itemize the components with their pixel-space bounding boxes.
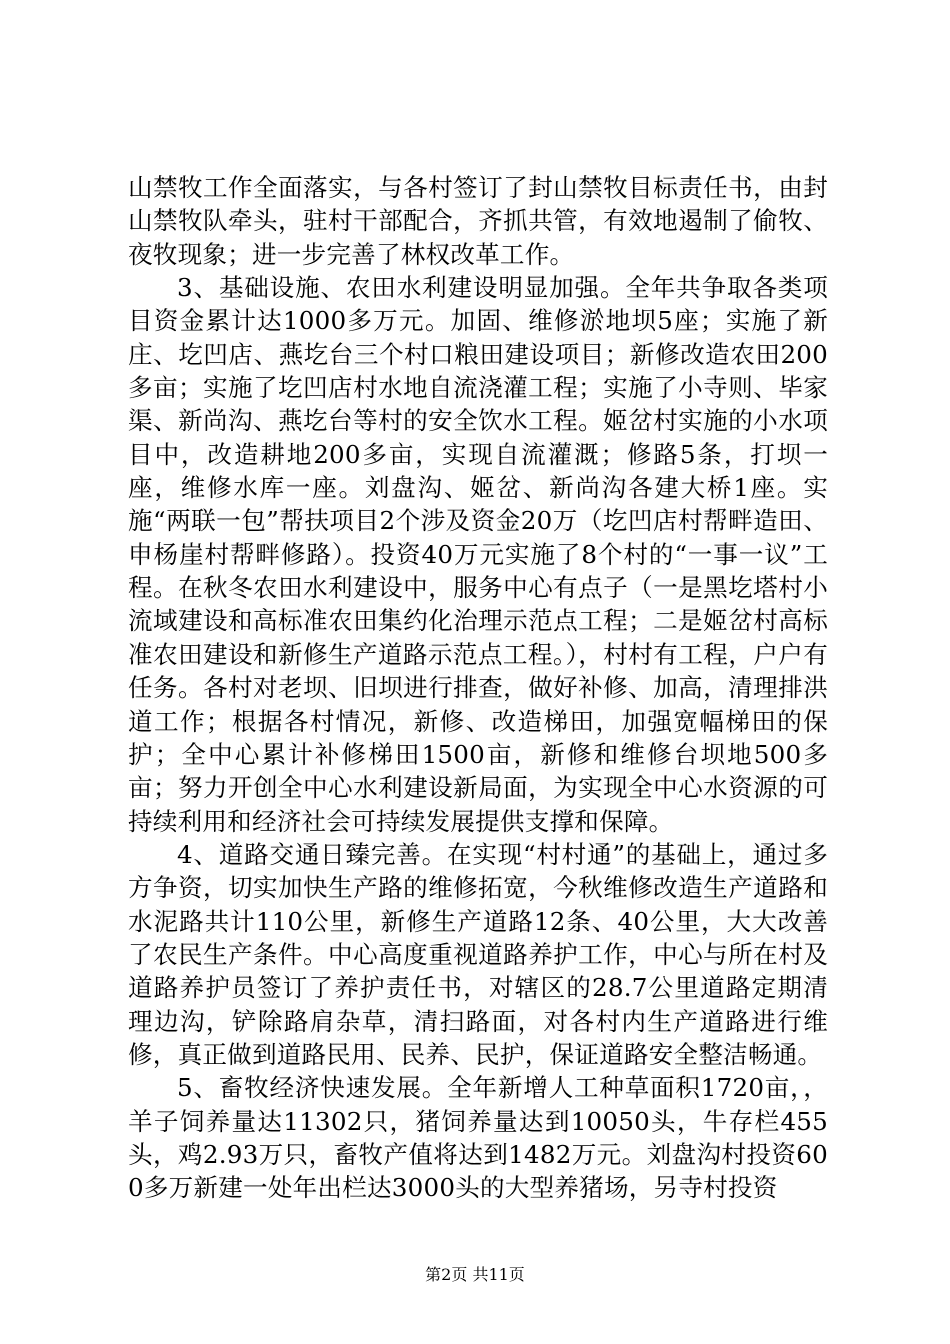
page-number-label: 第2页 共11页: [425, 1265, 525, 1284]
paragraph-livestock-economy: 5、畜牧经济快速发展。全年新增人工种草面积1720亩，，羊子饲养量达11302只，猪饲养量达到10050头，牛存栏455头，鸡2.93万只，畜牧产值将达到1482万元。刘盘沟村投资600多万新建一处年出栏达3000头的大型养猪场，另寺村投资: [128, 1073, 828, 1203]
paragraph-road-transport: 4、道路交通日臻完善。在实现“村村通”的基础上，通过多方争资，切实加快生产路的维修拓宽，今秋维修改造生产道路和水泥路共计110公里，新修生产道路12条、40公里，大大改善了农民生产条件。中心高度重视道路养护工作，中心与所在村及道路养护员签订了养护责任书，对辖区的28.7公里道路定期清理边沟，铲除路肩杂草，清扫路面，对各村内生产道路进行维修，真正做到道路民用、民养、民护，保证道路安全整洁畅通。: [128, 839, 828, 1069]
paragraph-infrastructure-water: 3、基础设施、农田水利建设明显加强。全年共争取各类项目资金累计达1000多万元。加固、维修淤地坝5座；实施了新庄、圪凹店、燕圪台三个村口粮田建设项目；新修改造农田200多亩；实施了圪凹店村水地自流浇灌工程；实施了小寺则、毕家渠、新尚沟、燕圪台等村的安全饮水工程。姬岔村实施的小水项目中，改造耕地200多亩，实现自流灌溉；修路5条，打坝一座，维修水库一座。刘盘沟、姬岔、新尚沟各建大桥1座。实施“两联一包”帮扶项目2个涉及资金20万（圪凹店村帮畔造田、申杨崖村帮畔修路）。投资40万元实施了8个村的“一事一议”工程。在秋冬农田水利建设中，服务中心有点子（一是黑圪塔村小流域建设和高标准农田集约化治理示范点工程；二是姬岔村高标准农田建设和新修生产道路示范点工程。），村村有工程，户户有任务。各村对老坝、旧坝进行排查，做好补修、加高，清理排洪道工作；根据各村情况，新修、改造梯田，加强宽幅梯田的保护；全中心累计补修梯田1500亩，新修和维修台坝地500多亩；努力开创全中心水利建设新局面，为实现全中心水资源的可持续利用和经济社会可持续发展提供支撑和保障。: [128, 273, 828, 836]
document-body: [128, 171, 828, 1205]
page-footer: [0, 1262, 950, 1285]
paragraph-forest-grazing-ban: 山禁牧工作全面落实，与各村签订了封山禁牧目标责任书，由封山禁牧队牵头，驻村干部配合，齐抓共管，有效地遏制了偷牧、夜牧现象；进一步完善了林权改革工作。: [128, 173, 828, 269]
